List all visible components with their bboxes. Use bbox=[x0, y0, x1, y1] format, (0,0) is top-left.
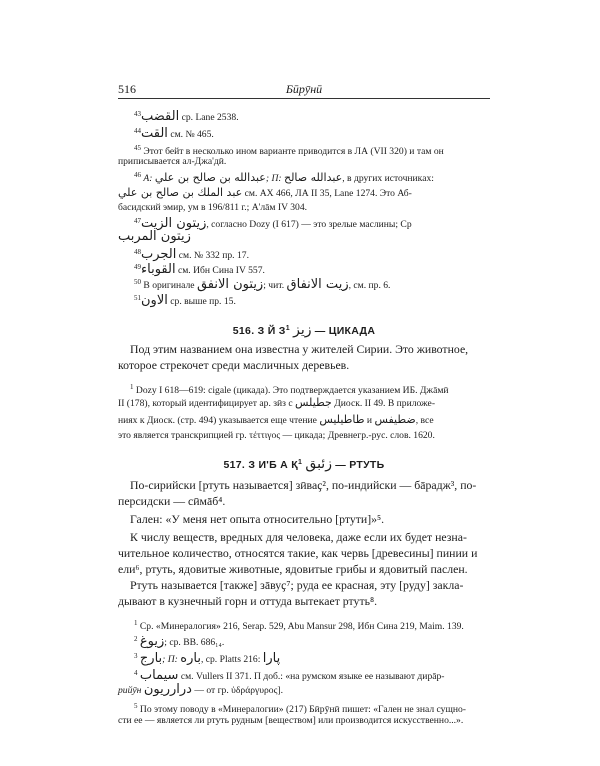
entry-516-footnote-line-3: ниях к Диоск. (стр. 494) указывается еще чтение طاطيليس и ضطيفس, все bbox=[118, 413, 434, 426]
entry-517-title: 517. З И'Б А $Қ^1$ زئبق — РТУТЬ bbox=[223, 456, 385, 472]
note-43: $^{43}$القضب ср. Lane 2538. bbox=[134, 109, 239, 124]
entry-516-body-line-1: Под этим названием она известна у жителей Сирии. Это животное, bbox=[130, 342, 469, 356]
note-50: $^{50}$ В оригинале زيتون الانفق; чит. زيت الانفاق, см. пр. 6. bbox=[134, 277, 391, 292]
note-44: $^{44}$القت см. № 465. bbox=[134, 126, 214, 141]
entry-517-body-line-3: Гален: «У меня нет опыта относительно [ртути]»⁵. bbox=[130, 512, 385, 526]
entry-516-title: 516. З Й $З^1$ زيز — ЦИКАДА bbox=[232, 322, 376, 338]
entry-517-body-line-6: ели⁶, ртуть, ядовитые животные, ядовитые грибы и ядовитый паслен. bbox=[118, 562, 468, 576]
note-46-line-3: басидский эмир, ум в 196/811 г.; А'лāм IV 304. bbox=[118, 202, 308, 213]
entry-517-body-line-7: Ртуть называется [также] зāвуҫ⁷; руда ее красная, эту [руду] заклa- bbox=[130, 578, 464, 592]
entry-517-footnote-3: $^3$ بارج; П: باره, ср. Platts 216: پارا bbox=[134, 651, 281, 666]
entry-517-body-line-5: чительное количество, относятся такие, как червь [древесины] пинии и bbox=[118, 546, 478, 560]
note-49: $^{49}$القوباء см. Ибн Сина IV 557. bbox=[134, 262, 265, 277]
note-45-line-1: $^{45}$ Этот бейт в несколько ином варианте приводится в ЛА (VII 320) и там он bbox=[134, 144, 444, 157]
entry-517-footnote-2: $^2$ زيوغ; ср. BB. 686₁₄. bbox=[134, 634, 225, 649]
note-51: $^{51}$الاون ср. выше пр. 15. bbox=[134, 293, 236, 308]
entry-516-footnote-line-2: II (178), который идентифицирует ар. зӣз с جطيلس Диоск. II 49. В приложе- bbox=[118, 396, 436, 409]
entry-517-footnote-5-line-1: $^5$ По этому поводу в «Минералогии» (217) Бӣрӯнӣ пишет: «Гален не знал сущно- bbox=[134, 702, 466, 715]
entry-517-body-line-8: дывают в кузнечный горн и оттуда вытекает ртуть⁸. bbox=[118, 594, 378, 608]
note-47-arabic: زيتون المربب bbox=[118, 229, 191, 244]
page-number: 516 bbox=[118, 82, 136, 96]
header-rule bbox=[118, 98, 490, 99]
entry-517-footnote-4-line-1: $^4$ سيماب см. Vullers II 371. П доб.: «на румском языке ее называют дирāр- bbox=[134, 668, 445, 683]
page-header bbox=[118, 82, 490, 98]
note-46-line-2: عبد الملك بن صالح بن علي см. АХ 466, ЛА II 35, Lane 1274. Это Аб- bbox=[118, 186, 412, 199]
entry-516-footnote-line-1: $^1$ Dozy I 618—619: cigale (цикада). Это подтверждается указанием ИБ. Джāмӣ bbox=[130, 383, 449, 396]
entry-517-footnote-1: $^1$ Ср. «Минералогия» 216, Serap. 529, Abu Mansur 298, Ибн Сина 219, Maim. 139. bbox=[134, 619, 464, 632]
note-47: $^{47}$زيتون الزيت, согласно Dozy (I 617) — это зрелые маслины; Ср bbox=[134, 216, 412, 231]
running-title: Бӣрӯнӣ bbox=[285, 82, 323, 96]
entry-517-body-line-1: По-сирийски [ртуть называется] зӣваҫ², по-индийски — бāрадж³, по- bbox=[130, 478, 477, 492]
entry-517-footnote-4-line-2: рийӯн درارريون — от гр. ὑδράργυρος]. bbox=[118, 682, 283, 697]
note-46-line-1: $^{46}$ А: عبدالله بن صالح بن علي; П: عبدالله صالح, в других источниках: bbox=[134, 171, 434, 184]
entry-517-footnote-5-line-2: сти ее — является ли ртуть рудным [веществом] или производится искусственно...». bbox=[118, 715, 464, 726]
note-48: $^{48}$الجرب см. № 332 пр. 17. bbox=[134, 247, 249, 262]
entry-516-body-line-2: которое стрекочет среди масличных деревьев. bbox=[118, 358, 350, 372]
note-45-line-2: приписывается ал-Джа'дӣ. bbox=[118, 156, 227, 167]
entry-517-body-line-4: К числу веществ, вредных для человека, даже если их будет незна- bbox=[130, 530, 467, 544]
entry-516-footnote-line-4: это является транскрипцией гр. τέττιγος — цикада; Древнегр.-рус. слов. 1620. bbox=[118, 430, 435, 441]
entry-517-body-line-2: персидски — сӣмāб⁴. bbox=[118, 494, 226, 508]
